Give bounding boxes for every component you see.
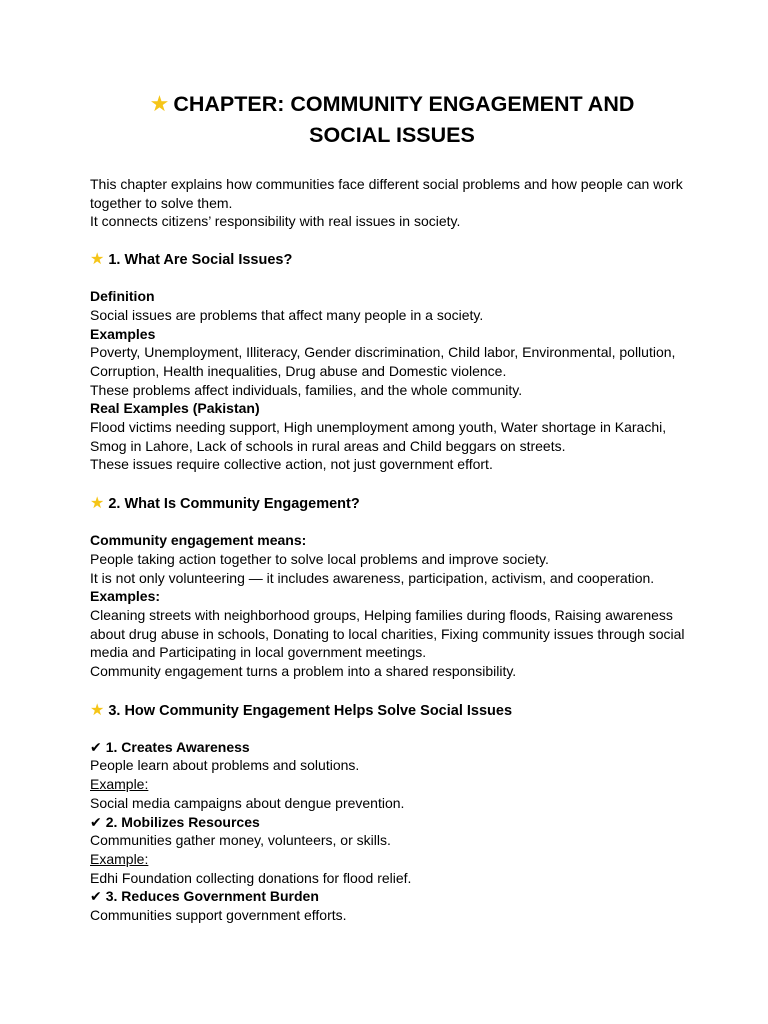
definition-text: Social issues are problems that affect many people in a society. [90,306,484,323]
section-2-heading [90,494,690,514]
real-examples-text: Flood victims needing support, High unemployment among youth, Water shortage in Karachi, Smog in Lahore, Lack of schools in rural areas and Child beggars on streets. [90,419,667,454]
example-label: Example: [90,850,149,867]
engagement-examples-text: Cleaning streets with neighborhood groups, Helping families during floods, Raising awareness about drug abuse in schools, Donating to local charities, Fixing community issues through social media and Participating in local government meetings. [90,606,685,661]
document-page [90,88,690,925]
section-2-heading-text: 2. What Is Community Engagement? [108,496,360,513]
real-examples-note: These issues require collective action, not just government effort. [90,456,493,473]
intro-paragraph-2: It connects citizens’ responsibility with real issues in society. [90,213,461,230]
checkmark-icon: ✔ [90,738,102,755]
examples-label: Examples [90,325,156,342]
intro-paragraph-1: This chapter explains how communities face different social problems and how people can work together to solve them. [90,176,683,211]
examples-note: These problems affect individuals, families, and the whole community. [90,381,523,398]
section-1-heading [90,250,690,270]
star-icon: ★ [90,701,105,719]
section-1-body [90,287,690,474]
list-item-title-text: 2. Mobilizes Resources [105,813,260,830]
list-item-text: People learn about problems and solutions. [90,757,360,774]
example-text: Edhi Foundation collecting donations for flood relief. [90,869,412,886]
example-label: Example: [90,776,149,793]
engagement-examples-label: Examples: [90,588,161,605]
star-icon: ★ [90,251,105,269]
list-item-title [90,813,690,832]
definition-label: Definition [90,288,155,305]
section-3-body [90,738,690,925]
engagement-means-text-2: It is not only volunteering — it includes awareness, participation, activism, and cooperation. [90,569,655,586]
star-icon: ★ [90,495,105,513]
engagement-examples-note: Community engagement turns a problem into a shared responsibility. [90,663,517,680]
example-text: Social media campaigns about dengue prevention. [90,794,405,811]
examples-text: Poverty, Unemployment, Illiteracy, Gender discrimination, Child labor, Environmental, pollution, Corruption, Health inequalities, Drug abuse and Domestic violence. [90,344,676,379]
list-item-text: Communities support government efforts. [90,907,347,924]
engagement-means-text-1: People taking action together to solve local problems and improve society. [90,550,549,567]
real-examples-label: Real Examples (Pakistan) [90,400,260,417]
chapter-title [94,88,690,151]
star-icon: ★ [149,91,170,116]
section-1-heading-text: 1. What Are Social Issues? [108,252,293,269]
list-item-text: Communities gather money, volunteers, or skills. [90,832,391,849]
section-3-heading-text: 3. How Community Engagement Helps Solve Social Issues [108,702,513,719]
list-item-title [90,887,690,906]
checkmark-icon: ✔ [90,888,102,905]
checkmark-icon: ✔ [90,813,102,830]
chapter-title-line2: SOCIAL ISSUES [309,123,475,147]
intro [90,175,690,231]
list-item-title [90,738,690,757]
section-3-heading [90,701,690,721]
engagement-means-label: Community engagement means: [90,532,307,549]
section-2-body [90,531,690,681]
list-item-title-text: 3. Reduces Government Burden [105,888,319,905]
list-item-title-text: 1. Creates Awareness [105,738,250,755]
chapter-title-line1: CHAPTER: COMMUNITY ENGAGEMENT AND [173,92,635,116]
